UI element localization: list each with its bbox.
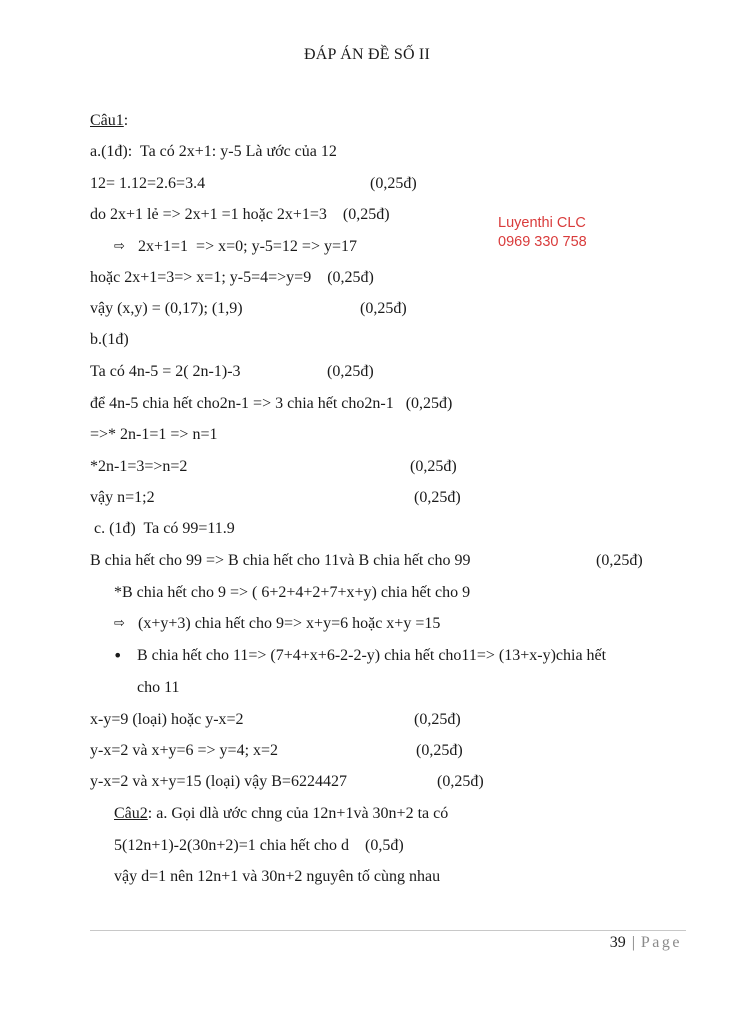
score-label: (0,25đ): [416, 742, 463, 759]
answer-line: hoặc 2x+1=3=> x=1; y-5=4=>y=9 (0,25đ): [90, 269, 374, 286]
page-footer: [610, 933, 682, 953]
answer-line: 5(12n+1)-2(30n+2)=1 chia hết cho d (0,5đ): [114, 837, 404, 854]
answer-line-text: : a. Gọi dlà ước chng của 12n+1và 30n+2 ta có: [147, 805, 449, 822]
watermark-phone: 0969 330 758: [498, 234, 587, 250]
score-label: (0,25đ): [437, 773, 484, 790]
answer-line: B chia hết cho 11=> (7+4+x+6-2-2-y) chia hết cho11=> (13+x-y)chia hết: [137, 647, 607, 664]
page-word: Page: [640, 934, 682, 951]
answer-line: *B chia hết cho 9 => ( 6+2+4+2+7+x+y) chia hết cho 9: [114, 584, 471, 601]
footer-separator: |: [631, 934, 635, 951]
score-label: (0,25đ): [370, 175, 417, 192]
answer-line: y-x=2 và x+y=15 (loại) vậy B=6224427: [90, 773, 347, 790]
implies-arrow-icon: ⇨: [114, 239, 125, 254]
answer-line: 12= 1.12=2.6=3.4: [90, 175, 206, 192]
page-title: ĐÁP ÁN ĐỀ SỐ II: [304, 46, 430, 63]
question-2-label: Câu2: [114, 805, 148, 822]
answer-line: do 2x+1 lẻ => 2x+1 =1 hoặc 2x+1=3 (0,25đ): [90, 206, 390, 223]
answer-line: c. (1đ) Ta có 99=11.9: [90, 520, 235, 537]
answer-line: vậy n=1;2: [90, 489, 155, 506]
question-1-heading: [90, 111, 128, 131]
answer-line: vậy d=1 nên 12n+1 và 30n+2 nguyên tố cùng nhau: [114, 868, 441, 885]
watermark: [498, 214, 587, 252]
answer-line: vậy (x,y) = (0,17); (1,9): [90, 300, 243, 317]
question-1-colon: :: [123, 112, 129, 129]
answer-line: y-x=2 và x+y=6 => y=4; x=2: [90, 742, 279, 759]
answer-line-text: 2x+1=1 => x=0; y-5=12 => y=17: [138, 238, 357, 255]
score-label: (0,25đ): [410, 458, 457, 475]
score-label: (0,25đ): [414, 711, 461, 728]
implies-arrow-icon: ⇨: [114, 616, 125, 631]
answer-line: *2n-1=3=>n=2: [90, 458, 188, 475]
answer-line: để 4n-5 chia hết cho2n-1 => 3 chia hết cho2n-1 (0,25đ): [90, 395, 453, 412]
answer-line: B chia hết cho 99 => B chia hết cho 11và B chia hết cho 99: [90, 552, 471, 569]
answer-line: a.(1đ): Ta có 2x+1: y-5 Là ước của 12: [90, 143, 337, 160]
answer-line-arrow: [114, 614, 440, 634]
answer-line: b.(1đ): [90, 331, 129, 348]
score-label: (0,25đ): [414, 489, 461, 506]
answer-line-arrow: [114, 237, 357, 257]
watermark-name: Luyenthi CLC: [498, 215, 586, 231]
answer-line: cho 11: [137, 679, 180, 696]
question-2-line: [114, 804, 448, 824]
answer-line: =>* 2n-1=1 => n=1: [90, 426, 218, 443]
question-1-label: Câu1: [90, 112, 124, 129]
answer-line-text: (x+y+3) chia hết cho 9=> x+y=6 hoặc x+y =15: [138, 615, 441, 632]
answer-line: x-y=9 (loại) hoặc y-x=2: [90, 711, 244, 728]
score-label: (0,25đ): [360, 300, 407, 317]
bullet-icon: •: [113, 646, 123, 665]
page-number: 39: [609, 934, 626, 951]
score-label: (0,25đ): [327, 363, 374, 380]
answer-line: Ta có 4n-5 = 2( 2n-1)-3: [90, 363, 241, 380]
score-label: (0,25đ): [596, 552, 643, 569]
footer-divider: [90, 930, 686, 931]
